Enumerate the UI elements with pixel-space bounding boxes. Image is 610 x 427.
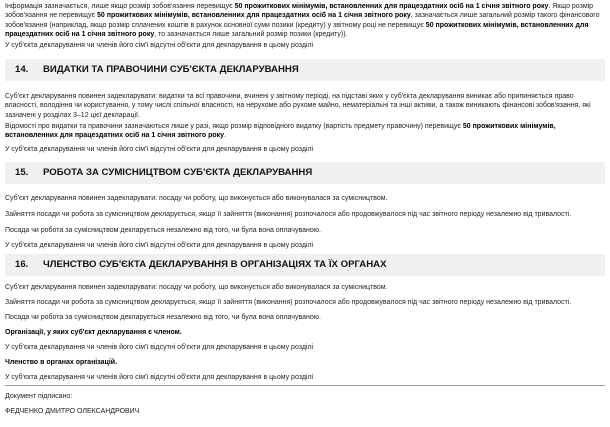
organizations-absent-note: У суб'єкта декларування чи членів його сім'ї відсутні об'єкти для декларування в цьому розділі	[5, 344, 314, 351]
section-14-header	[5, 59, 605, 81]
section-15-absent-note: У суб'єкта декларування чи членів його сім'ї відсутні об'єкти для декларування в цьому розділі	[5, 242, 314, 249]
threshold-text: Відомості про видатки та правочини зазначаються лише у разі, якщо розмір відповідного видатку (вартість предмету правочину) перевищує	[5, 123, 463, 130]
section-title: ЧЛЕНСТВО СУБ'ЄКТА ДЕКЛАРУВАННЯ В ОРГАНІЗАЦІЯХ ТА ЇХ ОРГАНАХ	[43, 259, 387, 270]
section-14-absent-note: У суб'єкта декларування чи членів його сім'ї відсутні об'єкти для декларування в цьому розділі	[5, 146, 314, 153]
section-number: 14.	[15, 64, 29, 75]
section-15-line-3: Посада чи робота за сумісництвом декларується незалежно від того, чи була вона оплачуваною.	[5, 227, 321, 234]
section-15-header	[5, 162, 605, 184]
intro-bold-run: 50 прожиткових мінімумів, встановленних для працездатних осіб на 1 січня звітного року	[234, 3, 549, 10]
section-16-line-3: Посада чи робота за сумісництвом декларується незалежно від того, чи була вона оплачуваною.	[5, 314, 321, 321]
section-number: 15.	[15, 167, 29, 178]
section-14-threshold-note	[5, 122, 605, 141]
intro-bold-run: 50 прожиткових мінімумів, встановленних для працездатних осіб на 1 січня звітного року	[97, 12, 411, 20]
organizations-subheading: Організації, у яких суб'єкт декларування є членом.	[5, 329, 182, 336]
section-15-line-1: Суб'єкт декларування повинен задекларувати: посаду чи роботу, що виконується або виконувалася за сумісництвом.	[5, 195, 388, 202]
intro-text-run: , зазначається лише загальний розмір такого фінансового зобов'язання (наприклад, якщо розмір сплачених коштів в рахунок основної суми позики (кредиту) у звітному році не перевищує	[5, 12, 600, 29]
section-title: РОБОТА ЗА СУМІСНИЦТВОМ СУБ'ЄКТА ДЕКЛАРУВАННЯ	[43, 167, 313, 178]
signer-name: ФЕДЧЕНКО ДМИТРО ОЛЕКСАНДРОВИЧ	[5, 408, 140, 415]
intro-text-run: Інформація зазначається, лише якщо розмір зобов'язання перевищує	[5, 3, 235, 10]
section-16-line-2: Зайняття посади чи робота за сумісництвом декларується, якщо її зайняття (виконання) розпочалося або продовжувалося під час звітного періоду незалежно від тривалості.	[5, 299, 572, 306]
intro-bold-run: 50 прожиткових мінімумів, встановленних для працездатних осіб на 1 січня звітного року	[5, 21, 589, 38]
section-16-header	[5, 254, 605, 276]
intro-text-run: . Якщо розмір зобов'язання не перевищує	[5, 3, 594, 20]
section-16-line-1: Суб'єкт декларування повинен задекларувати: посаду чи роботу, що виконується або виконувалася за сумісництвом.	[5, 284, 388, 291]
section-title: ВИДАТКИ ТА ПРАВОЧИНИ СУБ'ЄКТА ДЕКЛАРУВАННЯ	[43, 64, 299, 75]
membership-absent-note: У суб'єкта декларування чи членів його сім'ї відсутні об'єкти для декларування в цьому розділі	[5, 374, 314, 381]
membership-subheading: Членство в органах організацій.	[5, 359, 118, 366]
threshold-bold: 50 прожиткових мінімумів, встановленних для працездатних осіб на 1 січня звітного року	[5, 123, 556, 140]
section-14-description: Суб'єкт декларування повинен задекларувати: видатки та всі правочини, вчинені у звітному періоді, на підставі яких у суб'єкта декларування виникає або припиняється право власності, володіння чи користування, у тому числі спільної власності, на нерухоме або рухоме майно, нематеріальні та інші активи, а також виникають фінансові зобов'язання, які зазначені у розділах 3–12 цієї декларації.	[5, 93, 591, 119]
signed-label: Документ підписано:	[5, 393, 73, 400]
threshold-end: .	[224, 132, 226, 140]
section-15-line-2: Зайняття посади чи робота за сумісництвом декларується, якщо її зайняття (виконання) розпочалося або продовжувалося під час звітного періоду незалежно від тривалості.	[5, 211, 572, 218]
footer-divider	[5, 385, 605, 386]
intro-absent-note: У суб'єкта декларування чи членів його сім'ї відсутні об'єкти для декларування в цьому розділі	[5, 42, 314, 49]
section-number: 16.	[15, 259, 29, 270]
intro-paragraph	[5, 2, 605, 39]
intro-text-run: , то зазначається лише загальний розмір позики (кредиту)).	[154, 30, 348, 38]
